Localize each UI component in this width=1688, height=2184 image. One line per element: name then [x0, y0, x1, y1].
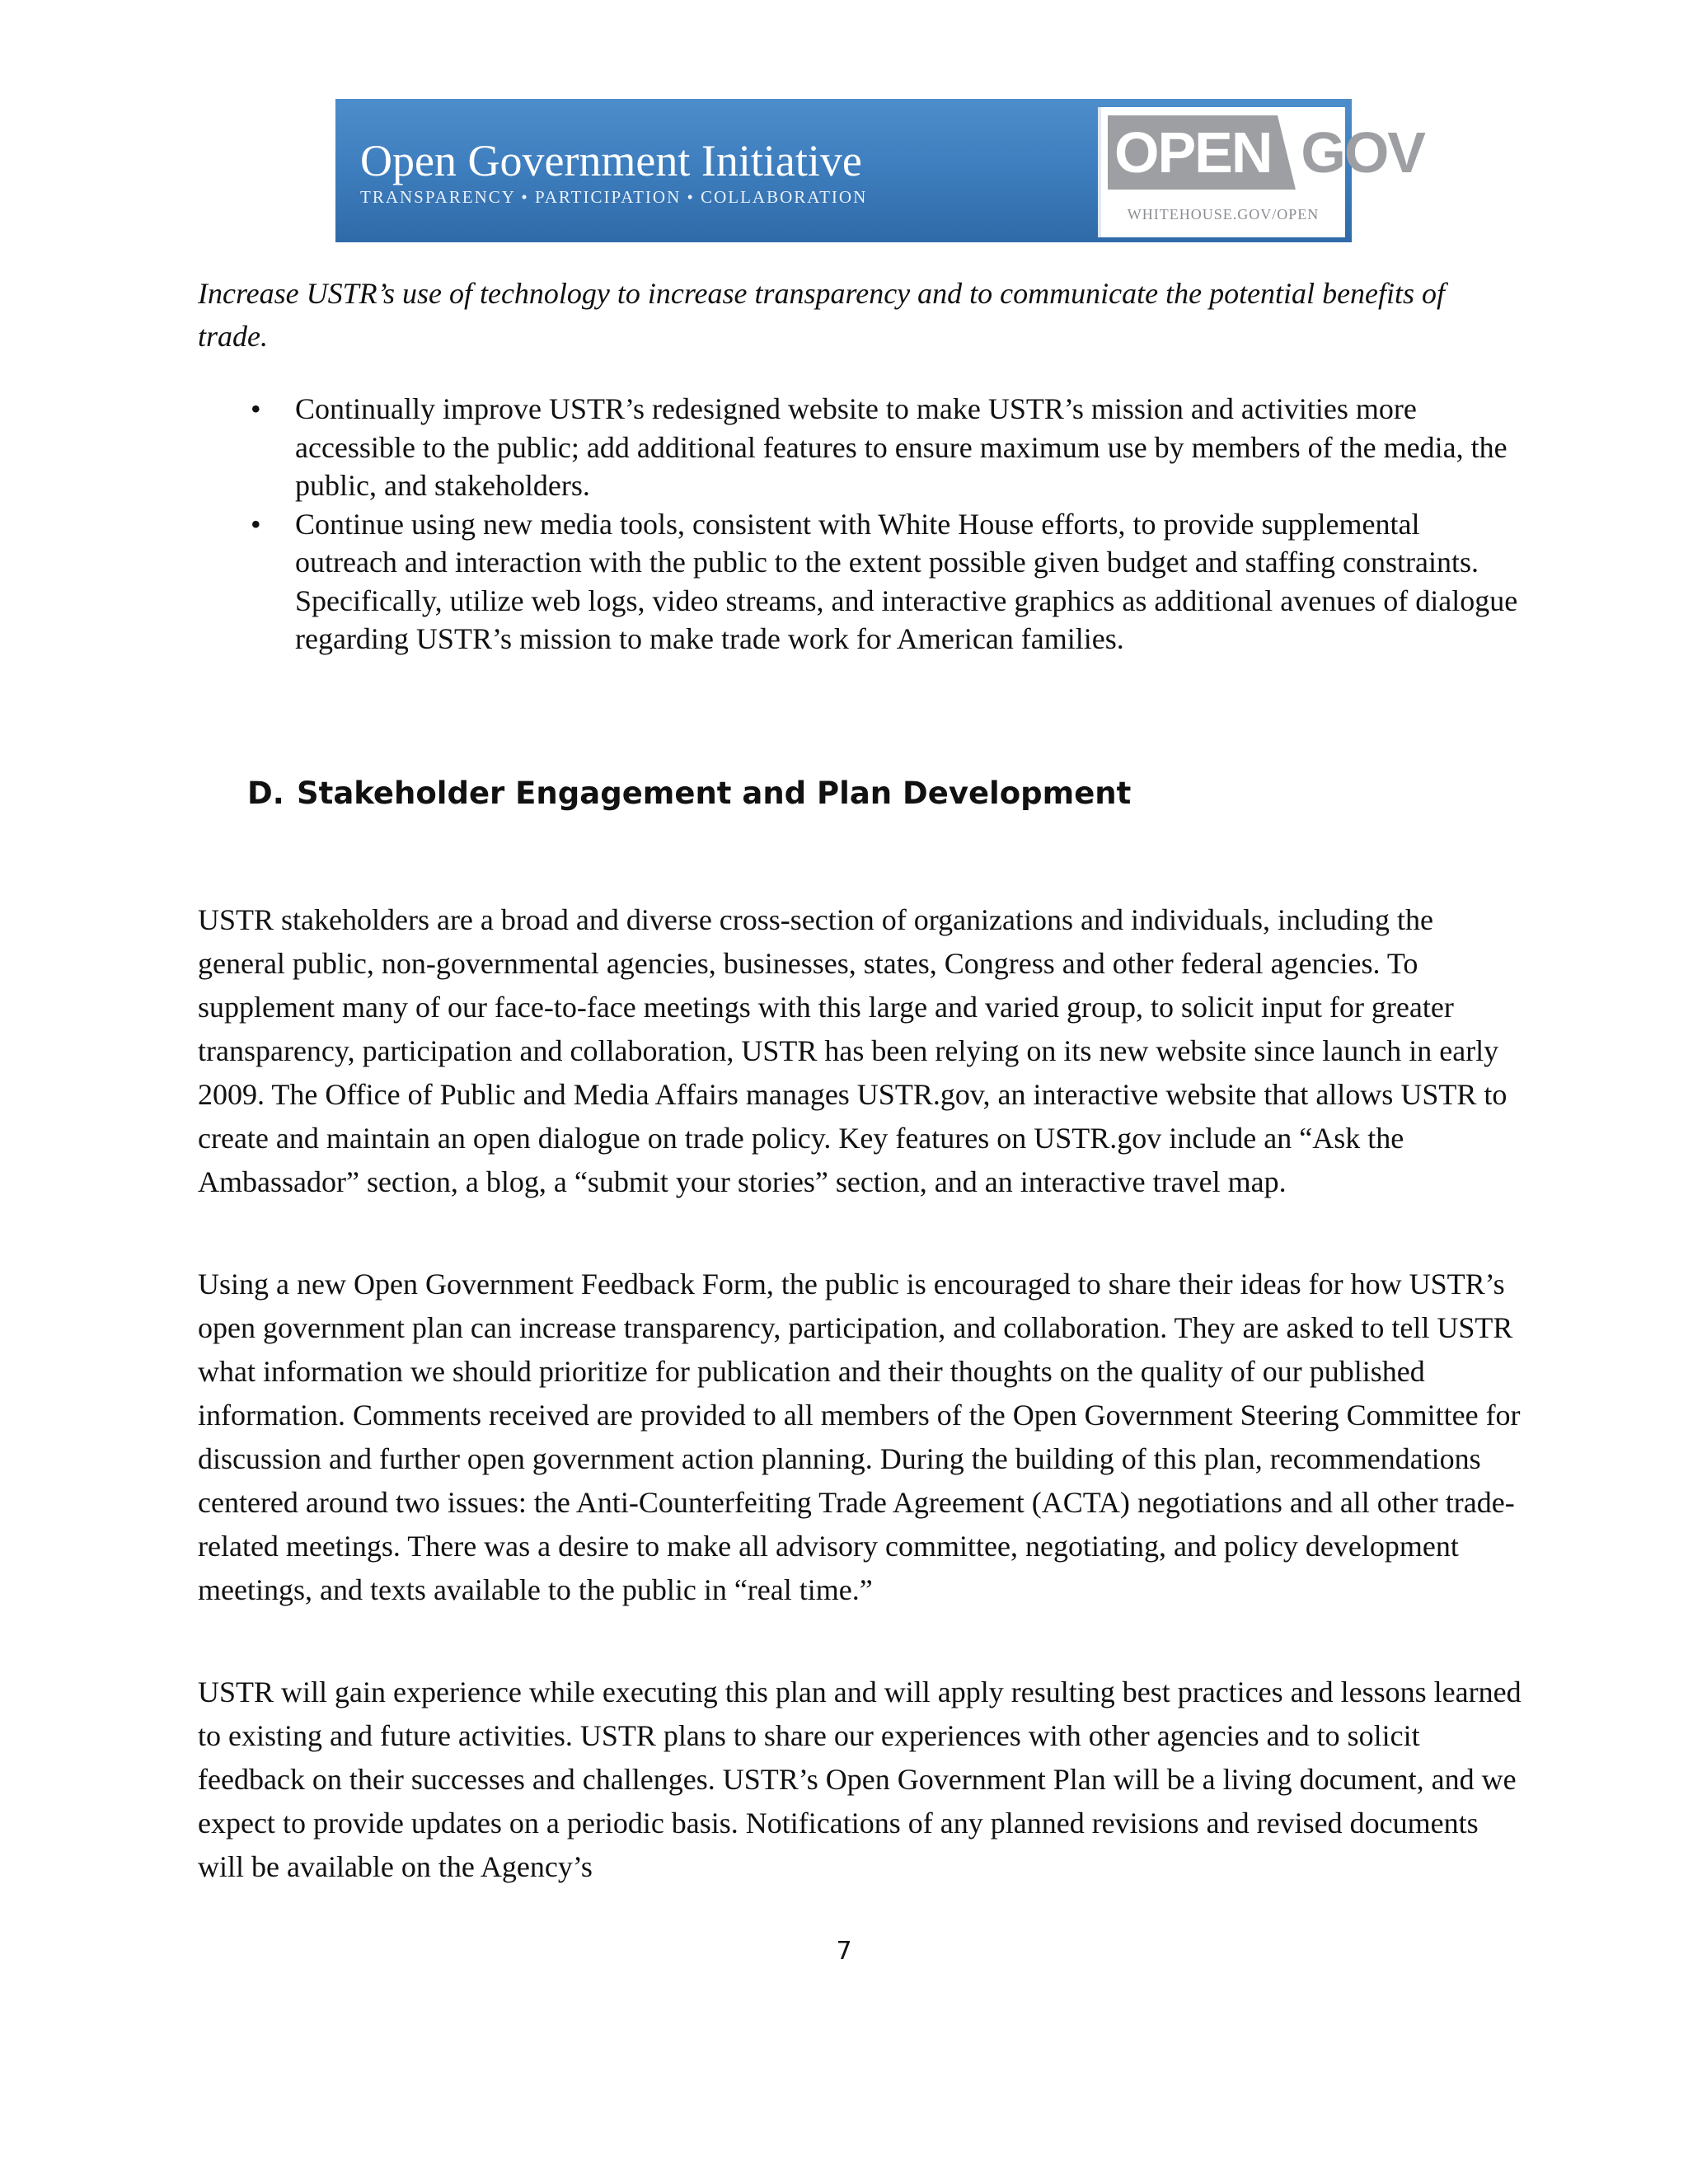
body-paragraph: Using a new Open Government Feedback Form, the public is encouraged to share their ideas for how USTR’s open government plan can increase transparency, participation, and collaboration. They are asked to tell USTR what information we should prioritize for publication and their thoughts on the quality of our published information. Comments received are provided to all members of the Open Government Steering Committee for discussion and further open government action planning. During the building of this plan, recommendations centered around two issues: the Anti-Counterfeiting Trade Agreement (ACTA) negotiations and all other trade-related meetings. There was a desire to make all advisory committee, negotiating, and policy development meetings, and texts available to the public in “real time.”: [198, 1268, 1521, 1606]
opengov-wordmark: [1108, 112, 1424, 193]
body-paragraph: USTR will gain experience while executing this plan and will apply resulting best practices and lessons learned to existing and future activities. USTR plans to share our experiences with other agencies and to solicit feedback on their successes and challenges. USTR’s Open Government Plan will be a living document, and we expect to provide updates on a periodic basis. Notifications of any planned revisions and revised documents will be available on the Agency’s: [198, 1675, 1522, 1883]
intro-objective: Increase USTR’s use of technology to increase transparency and to communicate the potential benefits of trade.: [198, 277, 1446, 353]
bullet-list: [198, 390, 1525, 658]
bullet-item: [198, 505, 1525, 658]
open-government-banner: [335, 99, 1424, 242]
bullet-text: Continue using new media tools, consistent with White House efforts, to provide supplemental outreach and interaction with the public to the extent possible given budget and staffing constraints. Specifically, utilize web logs, video streams, and interactive graphics as additional avenues of dialogue regarding USTR’s mission to make trade work for American families.: [295, 507, 1518, 655]
banner-title: Open Government Initiative: [360, 136, 862, 185]
section-letter: D.: [247, 776, 284, 811]
section-title: Stakeholder Engagement and Plan Development: [297, 776, 1132, 811]
banner-tagline: TRANSPARENCY • PARTICIPATION • COLLABORATION: [360, 187, 868, 207]
bullet-icon: •: [251, 392, 261, 425]
opengov-logo-url: WHITEHOUSE.GOV/OPEN: [1127, 206, 1320, 223]
body-paragraph: USTR stakeholders are a broad and diverse cross-section of organizations and individuals, including the general public, non-governmental agencies, businesses, states, Congress and other federal agencies. To supplement many of our face-to-face meetings with this large and varied group, to solicit input for greater transparency, participation and collaboration, USTR has been relying on its new website since launch in early 2009. The Office of Public and Media Affairs manages USTR.gov, an interactive website that allows USTR to create and maintain an open dialogue on trade policy. Key features on USTR.gov include an “Ask the Ambassador” section, a blog, a “submit your stories” section, and an interactive travel map.: [198, 903, 1507, 1198]
bullet-icon: •: [251, 507, 261, 541]
opengov-logo-gov: GOV: [1301, 120, 1424, 185]
opengov-logo: [1098, 107, 1424, 237]
opengov-logo-open: OPEN: [1108, 115, 1278, 190]
opengov-logo-slash: [1278, 115, 1296, 190]
page-number: 7: [836, 1937, 852, 1966]
section-heading: [247, 773, 1131, 814]
bullet-item: [198, 390, 1525, 505]
bullet-text: Continually improve USTR’s redesigned website to make USTR’s mission and activities more accessible to the public; add additional features to ensure maximum use by members of the media, the public, and stakeholders.: [295, 392, 1507, 502]
